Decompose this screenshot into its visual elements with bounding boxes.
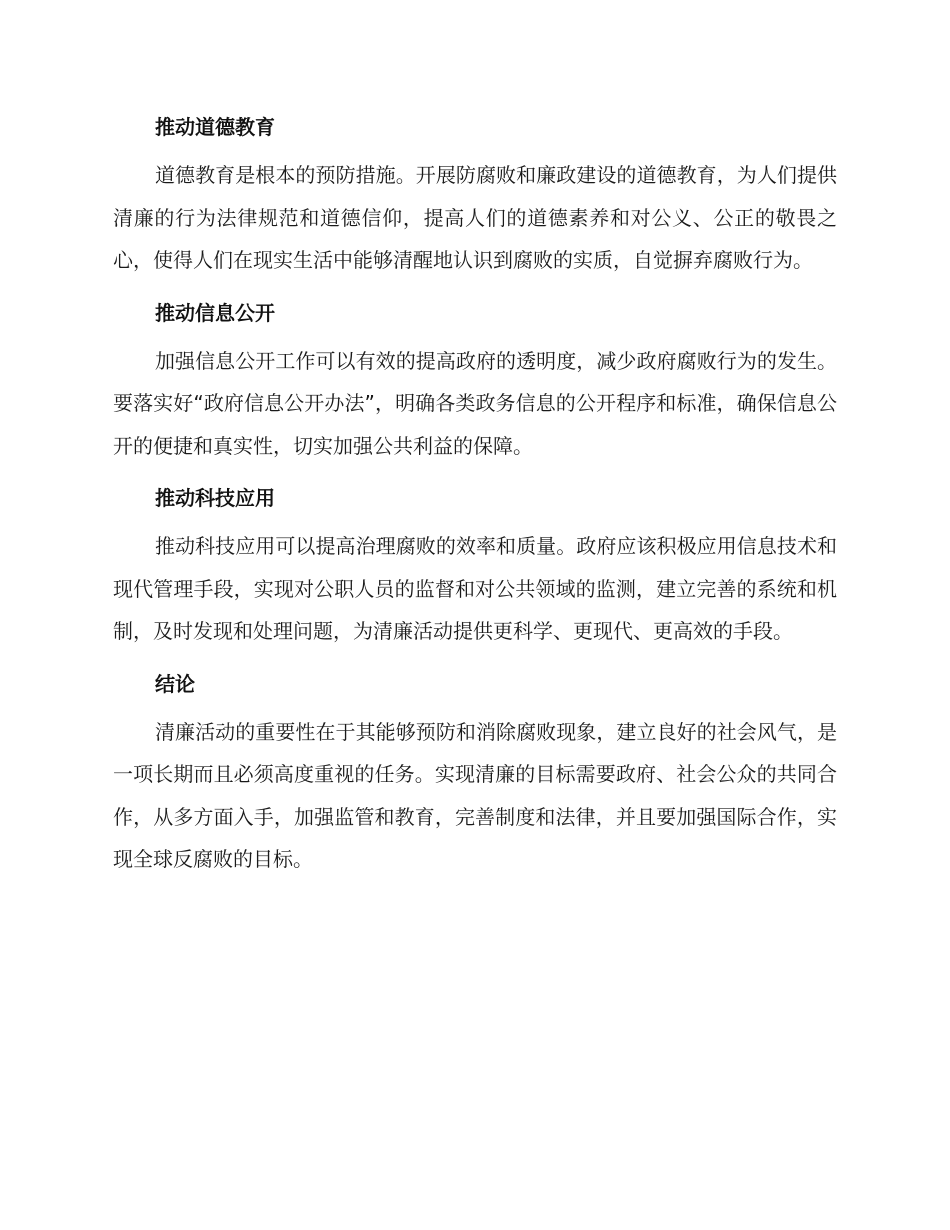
section-body-technology-application: 推动科技应用可以提高治理腐败的效率和质量。政府应该积极应用信息技术和现代管理手段，实现对公职人员的监督和对公共领域的监测，建立完善的系统和机制，及时发现和处理问题，为清廉活动提供更科学、更现代、更高效的手段。 [113, 534, 837, 643]
section-heading-technology-application: 推动科技应用 [155, 486, 275, 510]
section-body-conclusion: 清廉活动的重要性在于其能够预防和消除腐败现象，建立良好的社会风气，是一项长期而且必须高度重视的任务。实现清廉的目标需要政府、社会公众的共同合作，从多方面入手，加强监管和教育，完善制度和法律，并且要加强国际合作，实现全球反腐败的目标。 [113, 719, 837, 871]
document-page [113, 108, 837, 893]
section-heading-moral-education: 推动道德教育 [155, 115, 275, 139]
section-heading-information-disclosure: 推动信息公开 [155, 300, 275, 325]
section-body-moral-education: 道德教育是根本的预防措施。开展防腐败和廉政建设的道德教育，为人们提供清廉的行为法律规范和道德信仰，提高人们的道德素养和对公义、公正的敬畏之心，使得人们在现实生活中能够清醒地认识到腐败的实质，自觉摒弃腐败行为。 [113, 163, 837, 272]
section-heading-conclusion: 结论 [155, 671, 195, 696]
section-body-information-disclosure: 加强信息公开工作可以有效的提高政府的透明度，减少政府腐败行为的发生。要落实好“政府信息公开办法”，明确各类政务信息的公开程序和标准，确保信息公开的便捷和真实性，切实加强公共利益的保障。 [113, 348, 837, 458]
